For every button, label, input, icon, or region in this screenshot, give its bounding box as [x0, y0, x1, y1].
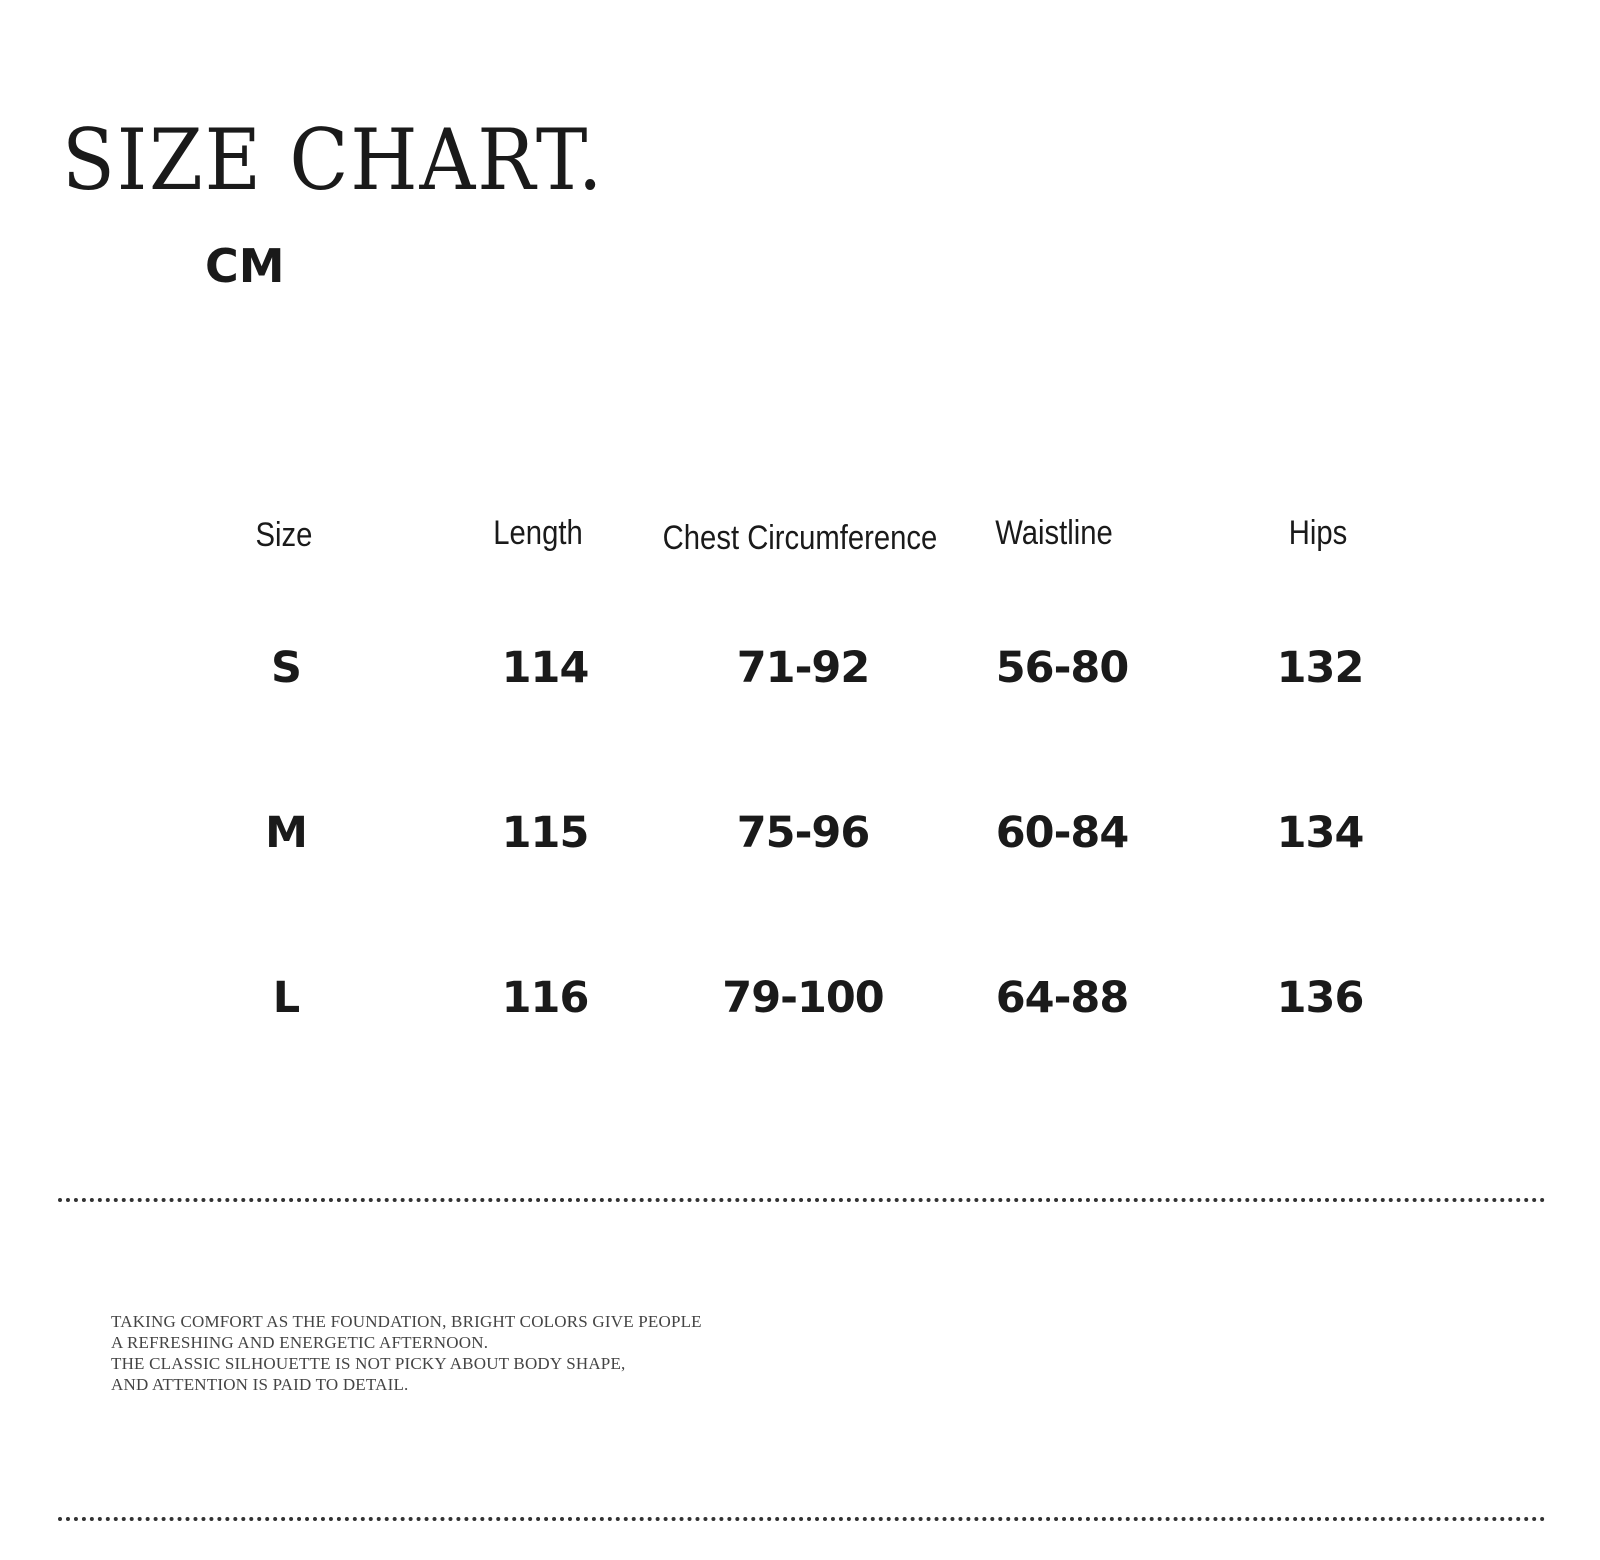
header-length: Length	[493, 514, 583, 552]
divider-bottom	[58, 1517, 1546, 1521]
header-waistline: Waistline	[995, 514, 1113, 552]
row-s-waistline: 56-80	[995, 643, 1129, 693]
header-size: Size	[255, 516, 313, 554]
row-l-waistline: 64-88	[995, 973, 1129, 1023]
row-m-hips: 134	[1276, 808, 1364, 858]
description-line: A REFRESHING AND ENERGETIC AFTERNOON.	[111, 1333, 489, 1352]
description-line: THE CLASSIC SILHOUETTE IS NOT PICKY ABOUT BODY SHAPE,	[111, 1354, 626, 1373]
row-l-size: L	[272, 973, 300, 1023]
description-line: TAKING COMFORT AS THE FOUNDATION, BRIGHT COLORS GIVE PEOPLE	[111, 1312, 702, 1331]
description-line: AND ATTENTION IS PAID TO DETAIL.	[111, 1375, 409, 1394]
unit-label: CM	[205, 239, 285, 293]
row-m-length: 115	[501, 808, 589, 858]
row-l-hips: 136	[1276, 973, 1364, 1023]
row-m-size: M	[265, 808, 307, 858]
header-chest: Chest Circumference	[662, 519, 938, 557]
description-text	[111, 1311, 702, 1395]
row-l-length: 116	[501, 973, 589, 1023]
row-s-length: 114	[501, 643, 589, 693]
page-title: SIZE CHART.	[62, 111, 605, 209]
divider-top	[58, 1198, 1546, 1202]
row-s-size: S	[271, 643, 301, 693]
row-m-chest: 75-96	[736, 808, 870, 858]
row-l-chest: 79-100	[722, 973, 884, 1023]
header-hips: Hips	[1288, 514, 1348, 552]
row-s-hips: 132	[1276, 643, 1364, 693]
row-s-chest: 71-92	[736, 643, 870, 693]
row-m-waistline: 60-84	[995, 808, 1129, 858]
